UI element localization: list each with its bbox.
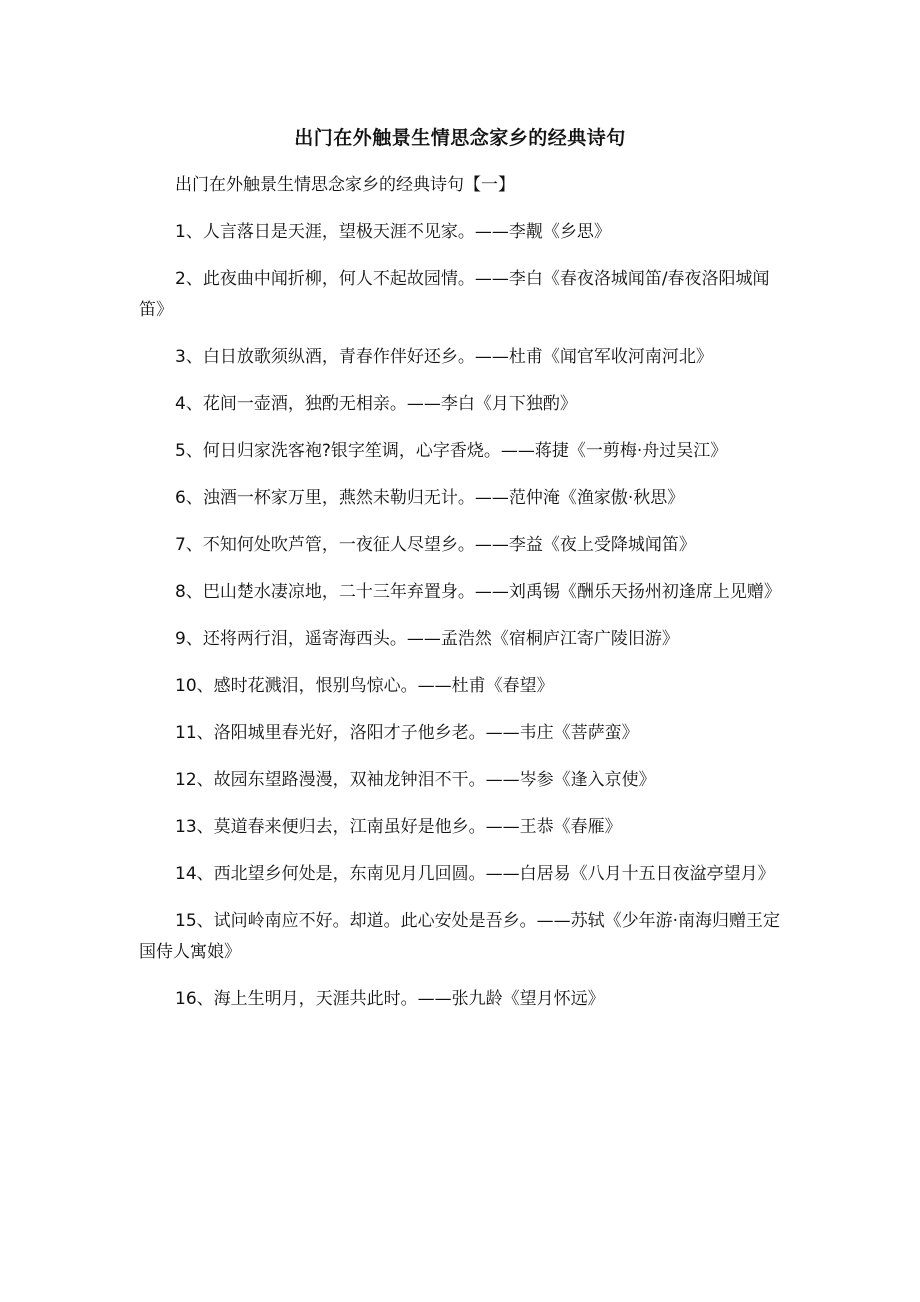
section-heading: 出门在外触景生情思念家乡的经典诗句【一】 (175, 175, 515, 195)
poem-line-13: 13、莫道春来便归去，江南虽好是他乡。——王恭《春雁》 (175, 817, 622, 837)
poem-line-2: 2、此夜曲中闻折柳，何人不起故园情。——李白《春夜洛城闻笛/春夜洛阳城闻笛》 (139, 269, 770, 320)
poem-line-16: 16、海上生明月，天涯共此时。——张九龄《望月怀远》 (175, 989, 605, 1009)
poem-line-14: 14、西北望乡何处是，东南见月几回圆。——白居易《八月十五日夜湓亭望月》 (175, 864, 775, 884)
poem-line-11: 11、洛阳城里春光好，洛阳才子他乡老。——韦庄《菩萨蛮》 (175, 723, 639, 743)
poem-line-6: 6、浊酒一杯家万里，燕然未勒归无计。——范仲淹《渔家傲·秋思》 (175, 488, 685, 508)
poem-line-8: 8、巴山楚水凄凉地，二十三年弃置身。——刘禹锡《酬乐天扬州初逢席上见赠》 (175, 582, 781, 602)
poem-line-4: 4、花间一壶酒，独酌无相亲。——李白《月下独酌》 (175, 394, 577, 414)
document-body (139, 170, 789, 1031)
poem-line-15: 15、试问岭南应不好。却道。此心安处是吾乡。——苏轼《少年游·南海归赠王定国侍人寓娘》 (139, 911, 781, 962)
poem-line-7: 7、不知何处吹芦管，一夜征人尽望乡。——李益《夜上受降城闻笛》 (175, 535, 696, 555)
document-title: 出门在外触景生情思念家乡的经典诗句 (294, 127, 626, 149)
poem-line-3: 3、白日放歌须纵酒，青春作伴好还乡。——杜甫《闻官军收河南河北》 (175, 347, 713, 367)
poem-line-10: 10、感时花溅泪，恨别鸟惊心。——杜甫《春望》 (175, 676, 554, 696)
poem-line-5: 5、何日归家洗客袍?银字笙调，心字香烧。——蒋捷《一剪梅·舟过吴江》 (175, 441, 728, 461)
poem-line-12: 12、故园东望路漫漫，双袖龙钟泪不干。——岑参《逢入京使》 (175, 770, 656, 790)
poem-line-9: 9、还将两行泪，遥寄海西头。——孟浩然《宿桐庐江寄广陵旧游》 (175, 629, 679, 649)
poem-line-1: 1、人言落日是天涯，望极天涯不见家。——李觏《乡思》 (175, 222, 611, 242)
